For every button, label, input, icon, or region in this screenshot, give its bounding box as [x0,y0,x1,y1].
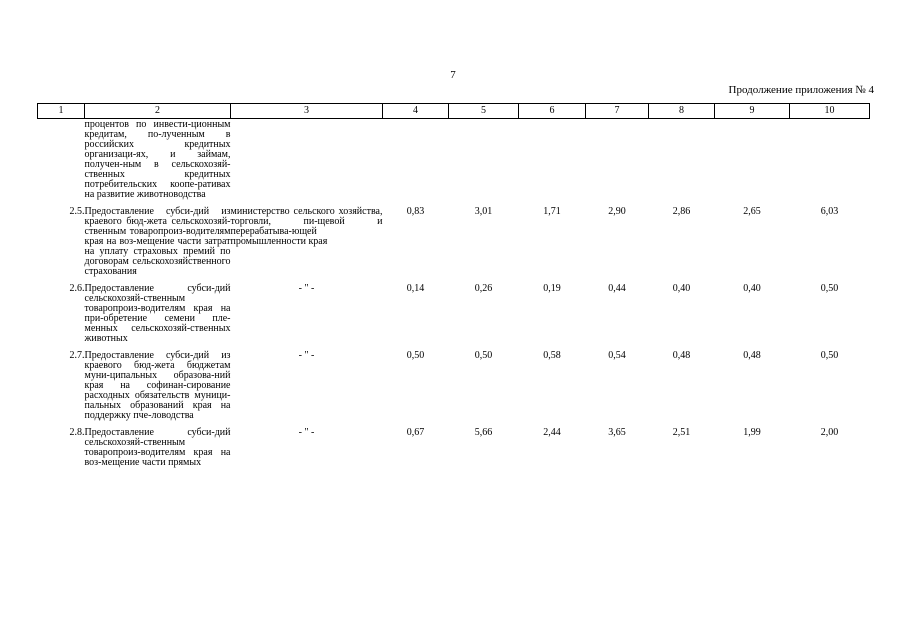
budget-table [37,103,870,468]
row-executor: - " - [298,283,315,294]
table-header-row [38,104,870,119]
value-cell: 2,51 [672,427,691,438]
page-number: 7 [450,69,456,81]
value-cell: 0,19 [543,283,561,294]
column-header: 2 [85,104,231,119]
value-cell: 6,03 [820,206,839,217]
table-row [38,207,870,284]
value-cell: 0,50 [474,350,493,361]
row-number: 2.7. [69,350,85,361]
value-cell: 0,44 [608,283,626,294]
column-header: 8 [649,104,715,119]
value-cell: 0,54 [608,350,626,361]
value-cell: 3,65 [608,427,626,438]
row-number: 2.8. [69,427,85,438]
value-cell: 0,50 [406,350,425,361]
column-header: 7 [586,104,649,119]
value-cell: 1,99 [743,427,761,438]
value-cell: 5,66 [474,427,493,438]
value-cell: 2,44 [543,427,561,438]
value-cell: 0,50 [820,283,839,294]
row-description: Предоставление субси-дий сельскохозяй-ственным товаропроиз-водителям края на при-обретение семени пле-менных сельскохозяй-ственных животных [84,283,231,344]
column-header: 4 [383,104,449,119]
value-cell: 2,00 [820,427,839,438]
column-header: 9 [715,104,790,119]
value-cell: 0,48 [743,350,761,361]
value-cell: 2,65 [743,206,761,217]
appendix-continuation-label: Продолжение приложения № 4 [728,84,874,96]
value-cell: 0,26 [474,283,493,294]
continued-description: процентов по инвести-ционным кредитам, по-лученным в российских кредитных организаци-ях, и займам, получен-ным в сельскохозяй-ственных кредитных потребительских коопе-ративах на развитие животноводства [84,119,231,200]
value-cell: 0,40 [743,283,761,294]
row-number: 2.6. [69,283,85,294]
row-description: Предоставление субси-дий сельскохозяй-ственным товаропроиз-водителям края на воз-мещение части прямых [84,427,231,468]
row-executor: министерство сельского хозяйства, торговли, пи-щевой и перерабатыва-ющей промышленности края [230,206,383,247]
value-cell: 2,86 [672,206,691,217]
row-executor: - " - [298,350,315,361]
value-cell: 1,71 [543,206,561,217]
column-header: 10 [790,104,870,119]
column-header: 3 [231,104,383,119]
row-description: Предоставление субси-дий из краевого бюд-жета бюджетам муни-ципальных образова-ний края на софинан-сирование расходных обязательств муници-пальных образований края на поддержку пче-ловодства [84,350,231,421]
row-executor: - " - [298,427,315,438]
value-cell: 0,58 [543,350,561,361]
column-header: 5 [449,104,519,119]
value-cell: 2,90 [608,206,626,217]
value-cell: 3,01 [474,206,493,217]
row-number: 2.5. [69,206,85,217]
table-row [38,351,870,428]
column-header: 1 [38,104,85,119]
value-cell: 0,14 [406,283,425,294]
table-row [38,428,870,468]
value-cell: 0,40 [672,283,691,294]
value-cell: 0,83 [406,206,425,217]
value-cell: 0,67 [406,427,425,438]
value-cell: 0,48 [672,350,691,361]
row-description: Предоставление субси-дий из краевого бюд-жета сельскохозяй-ственным товаропроиз-водителям края на воз-мещение части затрат на уплату страховых премий по договорам сельскохозяйственного страхования [84,206,231,277]
table-row [38,284,870,351]
continuation-row [38,119,870,208]
value-cell: 0,50 [820,350,839,361]
column-header: 6 [519,104,586,119]
